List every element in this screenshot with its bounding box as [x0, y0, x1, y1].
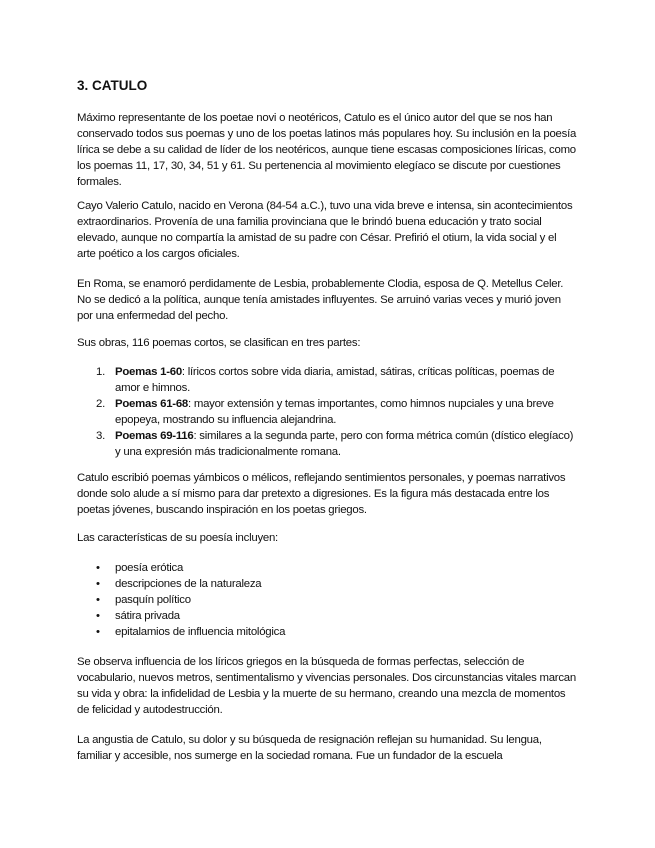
bullet-icon: •: [96, 594, 100, 606]
paragraph-style: Catulo escribió poemas yámbicos o mélicos, reflejando sentimientos personales, y poemas narrativos donde solo alude a sí mismo para dar pretexto a digresiones. Es la figura más destacada entre los poetas jóvenes, buscando inspiración en los poetas griegos.: [77, 472, 566, 516]
part-text: : similares a la segunda parte, pero con forma métrica común (dístico elegíaco) y una expresión más tradicionalmente romana.: [115, 430, 574, 458]
part-label: Poemas 61-68: [115, 398, 188, 410]
part-text: : mayor extensión y temas importantes, como himnos nupciales y una breve epopeya, mostrando su influencia alejandrina.: [115, 398, 554, 426]
part-label: Poemas 1-60: [115, 366, 182, 378]
list-item: • epitalamios de influencia mitológica: [96, 626, 286, 638]
paragraph-intro: Máximo representante de los poetae novi o neotéricos, Catulo es el único autor del que se nos han conservado todos sus poemas y uno de los poetas latinos más populares hoy. Su inclusión en la poesía lírica se debe a su calidad de líder de los neotéricos, aunque tiene escasas composiciones líricas, como los poemas 11, 17, 30, 34, 51 y 61. Su pertenencia al movimiento elegíaco se discute por cuestiones formales.: [77, 112, 577, 188]
list-item: [77, 396, 577, 428]
list-item: • pasquín político: [96, 594, 191, 606]
paragraph-conclusion: La angustia de Catulo, su dolor y su búsqueda de resignación reflejan su humanidad. Su lengua, familiar y accesible, nos sumerge en la sociedad romana. Fue un fundador de la escuela: [77, 734, 542, 762]
bullet-icon: •: [96, 562, 100, 574]
bullet-icon: •: [96, 578, 100, 590]
list-item: • poesía erótica: [96, 562, 184, 574]
paragraph-influence: Se observa influencia de los líricos griegos en la búsqueda de formas perfectas, selección de vocabulario, nuevos metros, sentimentalismo y vivencias personales. Dos circunstancias vitales marcan su vida y obra: la infidelidad de Lesbia y la muerte de su hermano, creando una mezcla de momentos de felicidad y autodestrucción.: [77, 656, 576, 716]
section-title: 3. CATULO: [77, 78, 148, 93]
bullet-icon: •: [96, 610, 100, 622]
characteristics-list: [77, 560, 577, 640]
paragraph-characteristics-intro: Las características de su poesía incluyen:: [77, 532, 278, 544]
part-text: : líricos cortos sobre vida diaria, amistad, sátiras, críticas políticas, poemas de amor e himnos.: [115, 366, 555, 394]
list-number: 3.: [96, 430, 105, 442]
works-list: [77, 364, 577, 460]
paragraph-biography: Cayo Valerio Catulo, nacido en Verona (84-54 a.C.), tuvo una vida breve e intensa, sin acontecimientos extraordinarios. Provenía de una familia provinciana que le brindó buena educación y trato social elevado, aunque no compartía la amistad de su padre con César. Prefirió el otium, la vida social y el arte poético a los cargos oficiales.: [77, 200, 573, 260]
list-item: • descripciones de la naturaleza: [96, 578, 262, 590]
list-item: [77, 428, 577, 460]
paragraph-rome: En Roma, se enamoró perdidamente de Lesbia, probablemente Clodia, esposa de Q. Metellus Celer. No se dedicó a la política, aunque tenía amistades influyentes. Se arruinó varias veces y murió joven por una enfermedad del pecho.: [77, 278, 564, 322]
list-item: • sátira privada: [96, 610, 180, 622]
list-number: 2.: [96, 398, 105, 410]
part-label: Poemas 69-116: [115, 430, 194, 442]
paragraph-works-intro: Sus obras, 116 poemas cortos, se clasifican en tres partes:: [77, 337, 361, 349]
list-item: [77, 364, 577, 396]
bullet-icon: •: [96, 626, 100, 638]
list-number: 1.: [96, 366, 105, 378]
